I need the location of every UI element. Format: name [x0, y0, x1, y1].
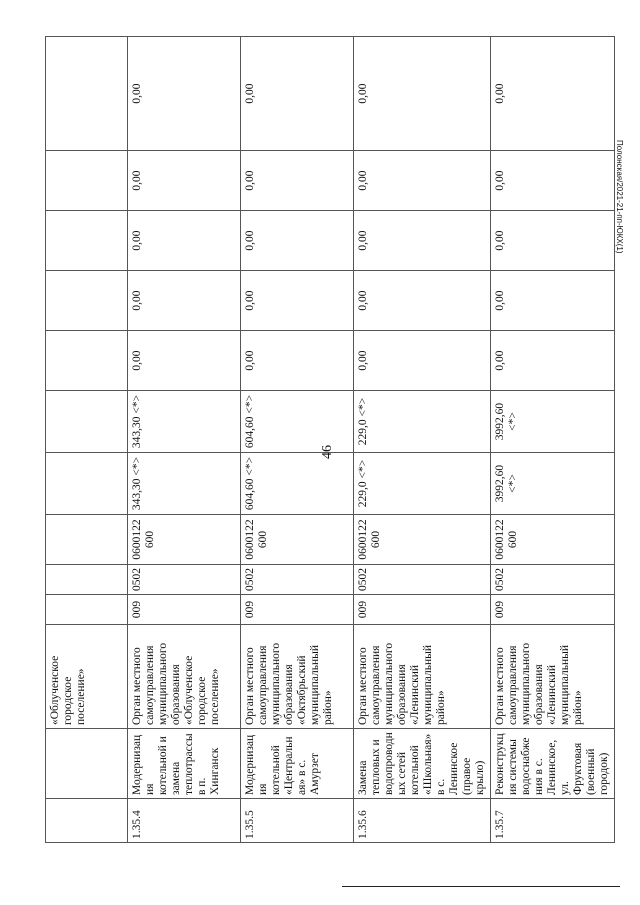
- cell-csr: 0600122600: [354, 515, 491, 565]
- cell-name: Реконструкция системы водоснабжения в с. Ленинское, ул. Фруктовая (военный городок): [491, 729, 615, 799]
- cell-grbs: 009: [491, 595, 615, 625]
- cell-v3: 0,00: [128, 331, 241, 391]
- cell-no: 1.35.4: [128, 799, 241, 843]
- cell-v4: [46, 271, 128, 331]
- cell-v2: 3992,60 <*>: [491, 391, 615, 453]
- cell-v7: [46, 37, 128, 151]
- cell-rz: 0502: [354, 565, 491, 595]
- cell-v1: 343,30 <*>: [128, 453, 241, 515]
- cell-org: Орган местного самоуправления муниципального образования «Ленинский муниципальный район»: [491, 625, 615, 729]
- cell-v4: 0,00: [128, 271, 241, 331]
- cell-rz: 0502: [128, 565, 241, 595]
- cell-rz: 0502: [241, 565, 354, 595]
- footer-rule: [342, 886, 620, 887]
- budget-table: [45, 36, 615, 843]
- cell-no: 1.35.5: [241, 799, 354, 843]
- cell-org: Орган местного самоуправления муниципального образования «Облученское городское поселение»: [128, 625, 241, 729]
- table-row: [46, 37, 128, 843]
- cell-v6: 0,00: [241, 151, 354, 211]
- cell-csr: [46, 515, 128, 565]
- cell-v7: 0,00: [128, 37, 241, 151]
- cell-v6: 0,00: [354, 151, 491, 211]
- cell-org: Орган местного самоуправления муниципального образования «Октябрьский муниципальный район»: [241, 625, 354, 729]
- cell-org: Орган местного самоуправления муниципального образования «Ленинский муниципальный район»: [354, 625, 491, 729]
- cell-grbs: 009: [241, 595, 354, 625]
- cell-v6: [46, 151, 128, 211]
- cell-rz: 0502: [491, 565, 615, 595]
- table-row: [491, 37, 615, 843]
- cell-v7: 0,00: [241, 37, 354, 151]
- cell-v3: 0,00: [354, 331, 491, 391]
- cell-org: «Облученское городское поселение»: [46, 625, 128, 729]
- cell-grbs: [46, 595, 128, 625]
- cell-v5: 0,00: [491, 211, 615, 271]
- cell-v4: 0,00: [491, 271, 615, 331]
- cell-v4: 0,00: [354, 271, 491, 331]
- cell-v3: 0,00: [241, 331, 354, 391]
- cell-v6: 0,00: [128, 151, 241, 211]
- cell-name: Модернизация котельной и замена теплотрассы в п. Хинганск: [128, 729, 241, 799]
- cell-v7: 0,00: [491, 37, 615, 151]
- cell-v1: 229,0 <*>: [354, 453, 491, 515]
- cell-no: 1.35.7: [491, 799, 615, 843]
- cell-v4: 0,00: [241, 271, 354, 331]
- cell-v2: 604,60 <*>: [241, 391, 354, 453]
- cell-v5: 0,00: [354, 211, 491, 271]
- cell-v5: 0,00: [241, 211, 354, 271]
- cell-v5: [46, 211, 128, 271]
- cell-name: Модернизация котельной «Центральная» в с. Амурзет: [241, 729, 354, 799]
- cell-v3: 0,00: [491, 331, 615, 391]
- cell-v1: [46, 453, 128, 515]
- cell-csr: 0600122600: [241, 515, 354, 565]
- cell-v1: 604,60 <*>: [241, 453, 354, 515]
- cell-csr: 0600122600: [128, 515, 241, 565]
- cell-grbs: 009: [354, 595, 491, 625]
- page-number: 46: [320, 445, 335, 459]
- cell-v7: 0,00: [354, 37, 491, 151]
- cell-csr: 0600122600: [491, 515, 615, 565]
- table-row: [128, 37, 241, 843]
- cell-v2: 229,0 <*>: [354, 391, 491, 453]
- cell-rz: [46, 565, 128, 595]
- budget-table-wrapper: [45, 37, 610, 843]
- cell-v3: [46, 331, 128, 391]
- cell-v2: [46, 391, 128, 453]
- cell-grbs: 009: [128, 595, 241, 625]
- cell-name: Замена тепловых и водопроводных сетей котельной «Школьная» в с. Ленинское (правое крыло): [354, 729, 491, 799]
- cell-v6: 0,00: [491, 151, 615, 211]
- cell-v1: 3992,60 <*>: [491, 453, 615, 515]
- cell-name: [46, 729, 128, 799]
- table-row: [241, 37, 354, 843]
- cell-v5: 0,00: [128, 211, 241, 271]
- table-row: [354, 37, 491, 843]
- cell-v2: 343,30 <*>: [128, 391, 241, 453]
- cell-no: 1.35.6: [354, 799, 491, 843]
- cell-no: [46, 799, 128, 843]
